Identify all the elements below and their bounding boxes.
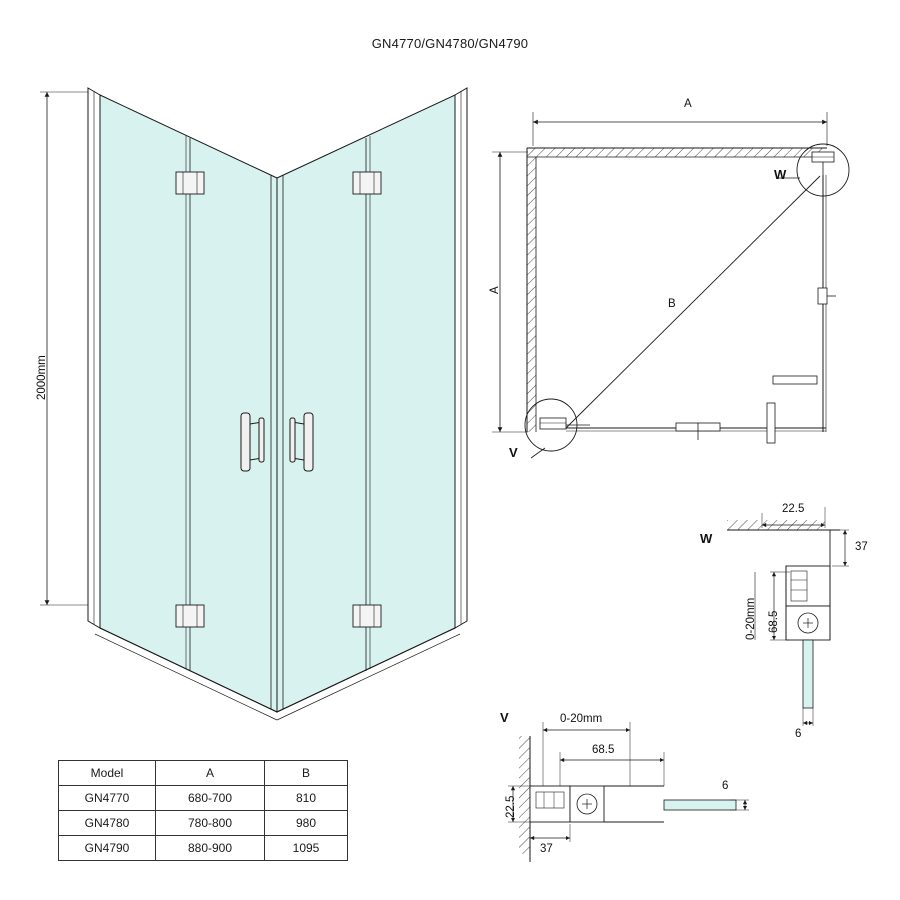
table-header-b: B [265, 761, 348, 786]
cell-model: GN4780 [59, 811, 156, 836]
cell-model: GN4790 [59, 836, 156, 861]
detail-w-overall: 68.5 [768, 610, 780, 633]
plan-detail-v-label: V [509, 445, 518, 460]
detail-w-gap: 0-20mm [745, 597, 757, 640]
detail-v-overall: 68.5 [592, 744, 615, 756]
model-spec-table [58, 760, 348, 861]
plan-top-dimension-label: A [684, 98, 692, 110]
detail-w-top-width: 22.5 [782, 503, 805, 515]
front-view-height-label: 2000mm [36, 355, 48, 400]
table-header-model: Model [59, 761, 156, 786]
plan-side-dimension-label: A [489, 286, 501, 294]
cell-a: 880-900 [156, 836, 265, 861]
table-header-a: A [156, 761, 265, 786]
table-row [59, 811, 348, 836]
detail-v-wall-offset: 22.5 [505, 795, 517, 818]
detail-v-gap: 0-20mm [560, 713, 603, 725]
cell-a: 680-700 [156, 786, 265, 811]
table-header-row [59, 761, 348, 786]
cell-model: GN4770 [59, 786, 156, 811]
plan-diagonal-dimension-label: B [668, 298, 676, 310]
detail-v-label: V [500, 710, 509, 725]
detail-v-glass-thickness: 6 [722, 780, 729, 792]
cell-a: 780-800 [156, 811, 265, 836]
detail-w-right-height: 37 [855, 541, 868, 553]
table-row [59, 836, 348, 861]
cell-b: 980 [265, 811, 348, 836]
cell-b: 1095 [265, 836, 348, 861]
plan-detail-w-label: W [774, 167, 787, 182]
cell-b: 810 [265, 786, 348, 811]
detail-w-label: W [700, 531, 713, 546]
page-title: GN4770/GN4780/GN4790 [371, 36, 529, 51]
detail-v-profile: 37 [540, 843, 553, 855]
table-row [59, 786, 348, 811]
detail-w-glass-thickness: 6 [795, 728, 802, 740]
